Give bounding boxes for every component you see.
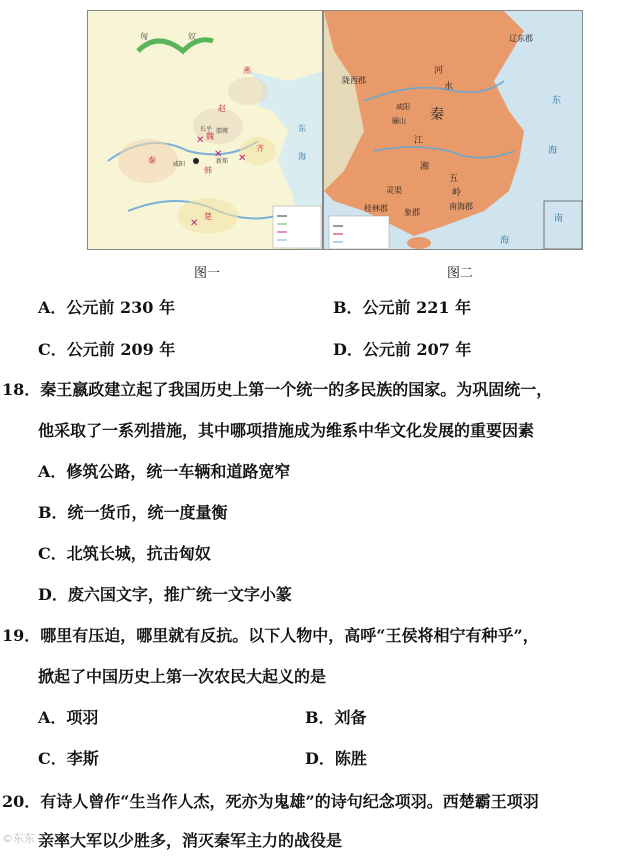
q20-stem-line1: 20．有诗人曾作“生当作人杰，死亦为鬼雄”的诗句纪念项羽。西楚霸王项羽 — [2, 792, 539, 811]
map2-label: 湘 — [420, 162, 430, 172]
map1-label: 咸阳 — [173, 161, 186, 168]
map1-label: 秦 — [148, 156, 156, 165]
q18-option-c[interactable]: C．北筑长城，抗击匈奴 — [38, 544, 211, 563]
q19-option-b[interactable]: B．刘备 — [305, 708, 367, 727]
figure-caption-2: 图二 — [447, 266, 474, 281]
map2-label: 辽东郡 — [509, 34, 533, 43]
battle-marker: ✕ — [196, 135, 205, 146]
map2-label: 南 — [554, 214, 564, 224]
q20-stem-line2: 亲率大军以少胜多，消灭秦军主力的战役是 — [38, 831, 343, 850]
map1-label: 燕 — [243, 66, 251, 75]
map1-graphic — [88, 11, 323, 250]
map1-label: 楚 — [204, 212, 212, 221]
map1-label: 邯郸 — [216, 128, 229, 135]
map1-label: 奴 — [188, 32, 196, 41]
figure-caption-1: 图一 — [194, 266, 221, 281]
map2-label: 五 — [449, 174, 459, 184]
map1-label: 齐 — [256, 144, 264, 153]
map2-label: 海 — [548, 146, 558, 156]
q17-option-a[interactable]: A．公元前 230 年 — [38, 298, 175, 317]
battle-marker: ✕ — [190, 218, 199, 229]
map2-label: 水 — [444, 82, 454, 92]
map1-label: 韩 — [204, 166, 212, 175]
map-qin-dynasty — [323, 10, 583, 250]
figure-maps — [87, 10, 583, 250]
q18-option-d[interactable]: D．废六国文字，推广统一文字小篆 — [38, 585, 292, 604]
watermark: ©东东 — [2, 832, 35, 845]
capital-dot — [193, 158, 199, 164]
q18-option-a[interactable]: A．修筑公路，统一车辆和道路宽窄 — [38, 462, 291, 481]
q18-stem-line1: 18．秦王嬴政建立起了我国历史上第一个统一的多民族的国家。为巩固统一， — [2, 380, 553, 399]
q20-number: 20． — [2, 792, 41, 811]
q17-option-c[interactable]: C．公元前 209 年 — [38, 340, 176, 359]
map1-label: 海 — [298, 152, 306, 161]
map2-label: 江 — [414, 136, 424, 146]
q19-option-a[interactable]: A．项羽 — [38, 708, 99, 727]
map1-label: 魏 — [206, 132, 214, 141]
map1-label: 长平 — [200, 126, 213, 133]
q19-option-d[interactable]: D．陈胜 — [305, 749, 367, 768]
q19-number: 19． — [2, 626, 41, 645]
map2-label: 东 — [552, 96, 562, 106]
q17-option-b[interactable]: B．公元前 221 年 — [333, 298, 472, 317]
map1-label: 东 — [298, 124, 306, 133]
map2-label: 灵渠 — [386, 186, 402, 195]
q19-stem-line1: 19．哪里有压迫，哪里就有反抗。以下人物中，高呼“王侯将相宁有种乎”， — [2, 626, 539, 645]
map2-label: 桂林郡 — [364, 204, 388, 213]
map2-label: 南海郡 — [449, 202, 473, 211]
q19-option-c[interactable]: C．李斯 — [38, 749, 99, 768]
map2-label: 骊山 — [392, 117, 406, 125]
map2-label: 秦 — [430, 107, 444, 123]
battle-marker: ✕ — [238, 153, 247, 164]
q18-option-b[interactable]: B．统一货币，统一度量衡 — [38, 503, 228, 522]
map2-label: 河 — [434, 66, 444, 76]
map2-label: 岭 — [452, 188, 462, 198]
map1-label: 匈 — [140, 32, 148, 41]
map1-label: 赵 — [218, 104, 226, 113]
map-warring-states — [87, 10, 323, 250]
map2-label: 象郡 — [404, 208, 420, 217]
map2-graphic — [324, 11, 583, 250]
map2-label: 陇西郡 — [342, 76, 366, 85]
q18-number: 18． — [2, 380, 41, 399]
battle-marker: ✕ — [214, 149, 223, 160]
q18-stem-line2: 他采取了一系列措施，其中哪项措施成为维系中华文化发展的重要因素 — [38, 421, 535, 440]
map2-label: 海 — [500, 236, 510, 246]
map1-label: 新郑 — [216, 158, 229, 165]
map2-label: 咸阳 — [396, 103, 410, 111]
q19-stem-line2: 掀起了中国历史上第一次农民大起义的是 — [38, 667, 327, 686]
q17-option-d[interactable]: D．公元前 207 年 — [333, 340, 472, 359]
